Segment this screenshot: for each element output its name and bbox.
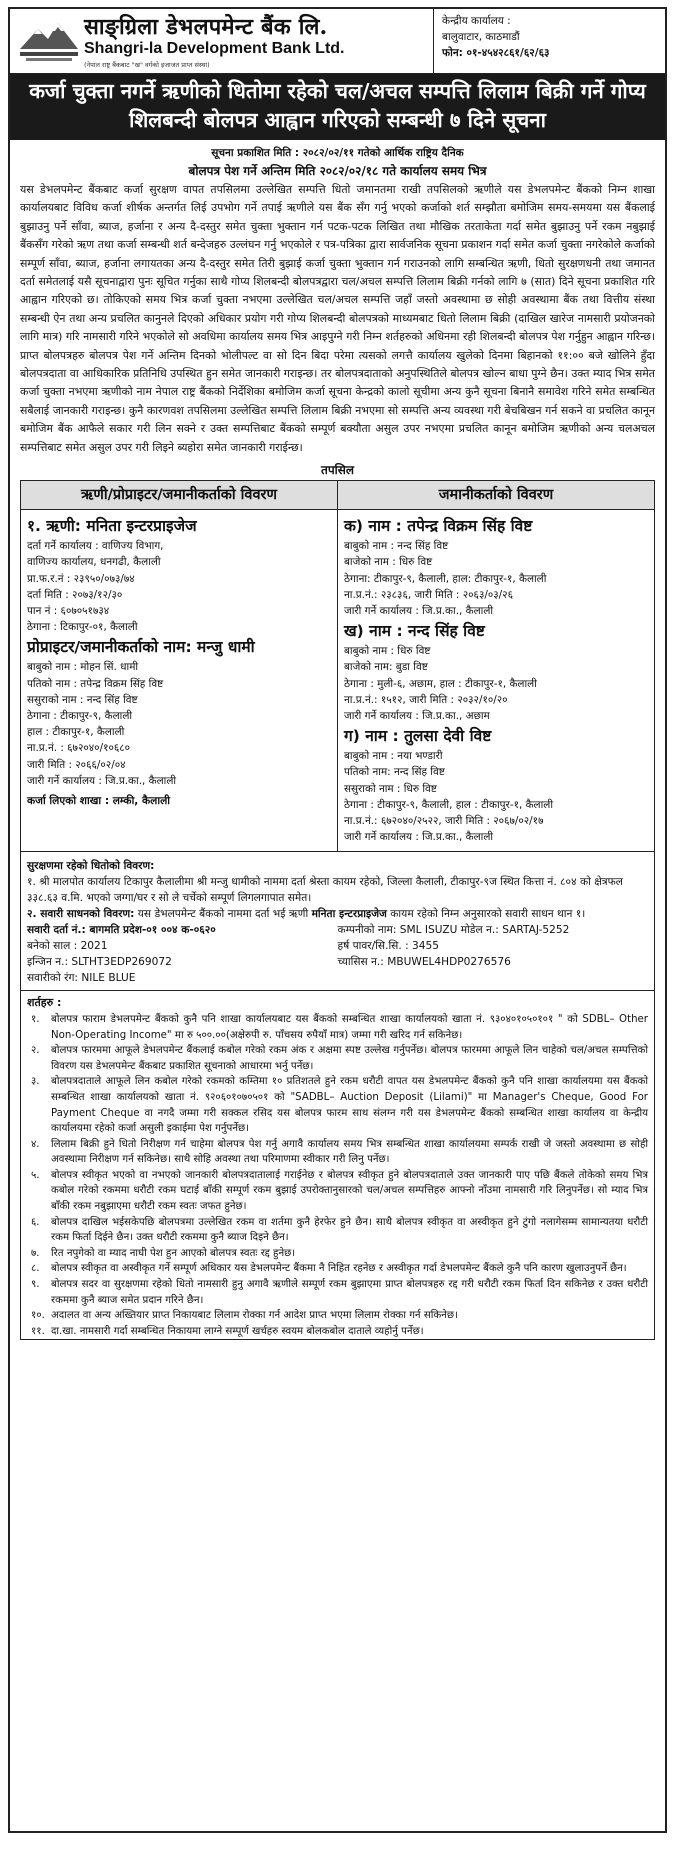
proprietor-detail: ना.प्र.नं. : ६७२०४०/१०६८०: [27, 742, 131, 755]
guarantor-detail: ना.प्र.नं.: ६७२०४०/२५२२, जारी मिति : २०६७/०२/१७: [344, 814, 544, 827]
term-number: ८.: [31, 1263, 40, 1275]
proprietor-detail: जारी मिति : २०६६/०२/०४: [27, 758, 126, 771]
bank-name-english: Shangri-la Development Bank Ltd.: [84, 40, 345, 57]
bank-logo-icon: [18, 15, 80, 65]
bank-tagline: (नेपाल राष्ट्र बैंकबाट "ख" वर्गको इजाजत प्राप्त संस्था): [84, 61, 210, 69]
notice-page: [8, 7, 667, 1833]
guarantor-name: ख) नाम : नन्द सिंह विष्ट: [344, 622, 485, 641]
vehicle-detail: च्यासिस न.: MBUWEL4HDP0276576: [337, 956, 511, 969]
notice-title: कर्जा चुक्ता नगर्ने ऋणीको धितोमा रहेको चल/अचल सम्पत्ति लिलाम बिक्री गर्ने गोप्य शिलबन्दी बोलपत्र आह्वान गरिएको सम्बन्धी ७ दिने सूचना: [10, 74, 665, 140]
office-label: केन्द्रीय कार्यालय :: [442, 15, 511, 27]
security-section: [21, 851, 654, 990]
term-item: [27, 1308, 648, 1324]
term-text: दा.खा. नामसारी गर्दा सम्बन्धित निकायमा लाग्ने सम्पूर्ण खर्चहरु स्वयम बोलकबोल दाताले व्यहोर्नु पर्नेछ।: [51, 1325, 424, 1337]
term-item: [27, 1261, 648, 1277]
term-number: ६.: [31, 1216, 40, 1228]
term-number: ३.: [31, 1076, 40, 1088]
vehicle-detail: सवारीको रंग: NILE BLUE: [27, 972, 136, 985]
guarantor-detail: ससुराको नाम : धिरु विष्ट: [344, 782, 437, 795]
schedule-heading: तपसिल: [320, 463, 354, 478]
guarantor-detail: पतिको नाम: नन्द सिंह विष्ट: [344, 766, 445, 779]
term-item: [27, 1324, 648, 1340]
vehicle-details-right: [338, 922, 649, 986]
guarantor-column: [338, 510, 654, 851]
term-number: ४.: [31, 1138, 40, 1150]
term-item: [27, 1043, 648, 1074]
guarantor-detail: ठेगाना : मुली-६, अछाम, हाल : टीकापुर-१, कैलाली: [344, 677, 537, 690]
term-text: अदालत वा अन्य अख्तियार प्राप्त निकायबाट लिलाम रोक्का गर्न आदेश प्राप्त भएमा लिलाम रोक्का गर्न सकिनेछ।: [51, 1310, 458, 1322]
vehicle-text: कायम रहेको निम्न अनुसारको सवारी साधन थान १।: [390, 908, 586, 921]
term-text: बोलपत्र फाराम डेभलपमेन्ट बैंकको कुनै पनि शाखा कार्यालयबाट यस बैंकको सम्बन्धित शाखा कार्यालयको खाता नं. ९३०४०१०५०१०१ " को SDBL– Other Non-Operating Income" मा रु ५००.००(अक्षेरुपी रु. पाँचसय रुपैयाँ मात्र) जम्मा गरी खरिद गर्न सकिनेछ।: [51, 1013, 648, 1041]
term-number: २.: [31, 1045, 40, 1057]
guarantor-detail: जारी गर्ने कार्यालय : जि.प्र.का., कैलाली: [344, 604, 494, 617]
term-number: १०.: [31, 1310, 45, 1322]
borrower-name: १. ऋणी: मनिता इन्टरप्राइजेज: [27, 517, 197, 536]
borrower-detail: वाणिज्य कार्यालय, धनगढी, कैलाली: [27, 556, 161, 569]
borrower-detail: दर्ता मिति : २०७३/१२/३०: [27, 588, 123, 601]
borrower-detail: दर्ता गर्ने कार्यालय : वाणिज्य विभाग,: [27, 540, 164, 553]
office-phone: फोन: ०१-४५४२८६१/६२/६३: [442, 47, 550, 59]
guarantor-detail: ना.प्र.नं.: १५१२, जारी मिति : २०३२/१०/२०: [344, 693, 508, 706]
vehicle-owner-firm: मनिता इन्टरप्राइजेज: [311, 908, 387, 921]
office-address: बालुवाटार, काठमाडौं: [442, 31, 520, 43]
terms-heading: शर्तहरु :: [27, 996, 62, 1010]
term-text: बोलपत्र फारममा आफूले डेभलपमेन्ट बैंकलाई कबोल गरेको रकम अंक र अक्षमा स्पष्ट उल्लेख गर्नुपर्नेछ। बोलपत्र फारममा आफूले लिन चाहेको चल/अचल सम्पत्तिको विवरण यस डेभलपमेन्ट बैंकबाट प्रकाशित सूचनाको आधारमा भर्नु पर्नेछ।: [51, 1045, 648, 1072]
bank-name-block: [84, 9, 433, 73]
vehicle-details-left: [27, 922, 338, 986]
term-item: [27, 1137, 648, 1168]
guarantor-detail: ठेगाना: टीकापुर-९, कैलाली, हाल: टीकापुर-१, कैलाली: [344, 572, 547, 585]
details-table: [20, 480, 655, 1340]
term-number: ७.: [31, 1247, 40, 1259]
guarantor-detail: बाजेको नाम : धिरु विष्ट: [344, 556, 433, 569]
term-item: [27, 1215, 648, 1246]
security-item-vehicle: [27, 906, 648, 922]
borrower-column-header: ऋणी/प्रोप्राइटर/जमानीकर्ताको विवरण: [21, 481, 338, 509]
term-item: [27, 1246, 648, 1262]
vehicle-details: [27, 922, 648, 986]
security-heading: सुरक्षणमा रहेको धितोको विवरण:: [27, 860, 155, 873]
guarantor-detail: जारी गर्ने कार्यालय : जि.प्र.का., कैलाली: [344, 831, 494, 844]
guarantor-detail: ठेगाना : टीकापुर-९, कैलाली, हाल : टीकापुर-१, कैलाली: [344, 798, 554, 811]
vehicle-reg-no: सवारी दर्ता नं.: बागमति प्रदेश-०१ ००४ क-०६२०: [27, 924, 216, 937]
guarantor-name: ग) नाम : तुलसा देवी विष्ट: [344, 727, 492, 746]
deadline-line: बोलपत्र पेश गर्ने अन्तिम मिति २०८२/०२/१८ गते कार्यालय समय भित्र: [188, 164, 487, 178]
guarantor-name: क) नाम : तपेन्द्र विक्रम सिंह विष्ट: [344, 517, 533, 536]
borrower-detail: ठेगाना : टिकापुर-०१, कैलाली: [27, 621, 138, 634]
bank-name-nepali: साङ्ग्रिला डेभलपमेन्ट बैंक लि.: [84, 14, 328, 40]
terms-section: [21, 990, 654, 1339]
head-office-block: [433, 9, 665, 73]
borrower-detail: पान नं : ६०७०५१७३४: [27, 604, 110, 617]
proprietor-detail: जारी गर्ने कार्यालय : जि.प्र.का., कैलाली: [27, 774, 177, 787]
security-item-land: १. श्री मालपोत कार्यालय टिकापुर कैलालीमा श्री मन्जु धामीको नाममा दर्ता श्रेस्ता कायम रहेको, जिल्ला कैलाली, टीकापुर-९ज स्थित कित्ता नं. ८०४ को क्षेत्रफल ३३८.६३ व.मि. भएको जग्गा/घर र सो ले चर्चेको सम्पूर्ण लिगलगापात समेत।: [27, 876, 623, 905]
table-header-row: [21, 481, 654, 510]
term-number: ९.: [31, 1279, 40, 1291]
header: [10, 9, 665, 74]
term-text: रित नपुगेको वा म्याद नाघी पेश हुन आएको बोलपत्र स्वतः रद्द हुनेछ।: [51, 1247, 296, 1259]
vehicle-detail: कम्पनीको नाम: SML ISUZU मोडेल न.: SARTAJ-5252: [337, 924, 570, 937]
term-text: बोलपत्र सदर वा सुरक्षणमा रहेको धितो नामसारी हुनु अगावै ऋणीले सम्पूर्ण रकम बुझाएमा प्राप्त बोलपत्रहरु रद्द गरी धरौटी रकम फिर्ता दिन सकिनेछ र उक्त धरौटी रकममा कुनै ब्याज समेत प्रदान गरिने छैन।: [51, 1279, 648, 1306]
vehicle-detail: हर्ष पावर/सि.सि. : 3455: [337, 940, 439, 953]
term-number: ११.: [31, 1325, 45, 1337]
guarantor-detail: बाबुको नाम : नया भण्डारी: [344, 750, 443, 763]
guarantor-detail: ना.प्र.नं.: २३८३६, जारी मिति : २०६३/०३/२६: [344, 588, 513, 601]
guarantor-detail: बाजेको नाम: बुडा विष्ट: [344, 661, 428, 674]
proprietor-detail: हाल : टीकापुर-१, कैलाली: [27, 726, 125, 739]
guarantor-detail: बाबुको नाम : नन्द सिंह विष्ट: [344, 540, 449, 553]
term-text: बोलपत्र स्वीकृत वा अस्वीकृत गर्ने सम्पूर्ण अधिकार यस डेभलपमेन्ट बैंकमा नै निहित रहनेछ र अस्वीकृत गर्दा डेभलपमेन्ट बैंकले कुनै पनि कारण खुलाउनुपर्ने छैन।: [51, 1263, 627, 1275]
term-text: लिलाम बिक्री हुने धितो निरीक्षण गर्न चाहेमा बोलपत्र पेश गर्नु अगावै कार्यालय समय भित्र सम्बन्धित शाखा कार्यालयमा सम्पर्क राखी जे जस्तो अवस्थामा छ सोही अवस्थामा निरीक्षण गर्न सकिनेछ। साथै सोहि अवस्था तथा परिमाणमा स्वीकार गरी लिनु पर्नेछ।: [51, 1138, 648, 1166]
guarantor-column-header: जमानीकर्ताको विवरण: [438, 487, 554, 504]
term-item: [27, 1074, 648, 1136]
borrower-column: [21, 510, 338, 851]
term-text: बोलपत्रदाताले आफूले लिन कबोल गरेको रकमको कम्तिमा १० प्रतिशतले हुने रकम धरौटी वापत यस डेभलपमेन्ट बैंकको कुनै पनि शाखा कार्यालयमा यस बैंकको सम्बन्धित शाखा कार्यालयको खाता नं. ९२०६०१०७०५०१ को "SADBL– Auction Deposit (Lilami)" मा Manager's Cheque, Good For Payment Cheque वा नगदै जम्मा गरी सक्कल रसिद यस बोलपत्र फारम साथ संलग्न गरी यस डेभलपमेन्ट बैंकको सम्बन्धित शाखा कार्यालय वा केन्द्रीय कार्यालयमा रहेको कर्जा असुली इकाईमा पेश गर्नुपर्नेछ।: [51, 1076, 648, 1135]
vehicle-label: २. सवारी साधनको विवरण:: [27, 908, 135, 921]
notice-body-text: यस डेभलपमेन्ट बैंकबाट कर्जा सुरक्षण वापत तपसिलमा उल्लेखित सम्पत्ति धितो जमानतमा राखी तपसिलको ऋणीले यस डेभलपमेन्ट बैंकको निम्न शाखा कार्यालयबाट विविध कर्जा शीर्षक अन्तर्गत लिई उपभोग गर्ने तपाई ऋणीले यस बैंक सँग गर्नु भएको कर्जाको शर्त सम्झौता बमोजिम समय-समयमा यस बैंकलाई बुझाउनु पर्ने साँवा, ब्याज, हर्जाना र अन्य दै-दस्तुर समेत चुक्ता भुक्तान गर्न पटक-पटक लिखित तथा मौखिक तरताकेता गर्दा समेत बुझाउनु पर्ने रकम नबुझाई बैंकसँग गरेको ऋण तथा कर्जा सम्बन्धी शर्त बन्देजहरु उल्लंघन गर्नु भएकोले र पत्र-पत्रिका द्वारा सार्वजनिक सूचना प्रकाशन गर्दा समेत कर्जा चुक्ता नगरेकोले कर्जाको सम्पूर्ण साँवा, ब्याज, हर्जाना लगायतका अन्य दै-दस्तुर समेत तिरी बुझाई कर्जा चुक्ता भुक्तान गर्न गराउनको लागि सम्बन्धित ऋणी, धितो सुरक्षणधनी तथा जमानत दर्ता समेतलाई यसै सूचनाद्वारा पुनः सूचित गर्नुका साथै गोप्य शिलबन्दी बोलपत्रद्वारा चल/अचल सम्पत्ति लिलाम बिक्री गर्नको लागि ७ (सात) दिने सूचना प्रकाशित गरि आह्वान गरिएको छ। तोकिएको समय भित्र कर्जा चुक्ता नभएमा उल्लेखित चल/अचल सम्पत्ति जहाँ जस्तो अवस्थामा छ सोही अवस्थामा बैंक तथा वित्तीय संस्था सम्बन्धी ऐन तथा अन्य प्रचलित कानुनले दिएको अधिकार प्रयोग गरी गोप्य शिलबन्दी बोलपत्रको माध्यमबाट धितो लिलाम बिक्री (दाखिल खारेज नामसारी प्रयोजनको लागि मात्र) गरि नामसारी गरिने भएकोले सो अवधिमा कार्यालय समय भित्र आइपुग्ने गरी निम्न शर्तहरुको अधिनमा रही शिलबन्दी बोलपत्र पेश गर्नुहुन आह्वान गरिन्छ। प्राप्त बोलपत्रहरु बोलपत्र पेश गर्ने अन्तिम दिनको भोलीपल्ट वा सो दिन बिदा परेमा त्यसको लगत्तै कार्यालय खुलेको दिनमा बिहानको ११:०० बजे खोलिने हुँदा बोलपत्रदाता वा आधिकारिक प्रतिनिधि उपस्थित हुन समेत जानकारी गराइन्छ। तर बोलपत्रदाताको अनुपस्थितिले बोलपत्र खोल्न बाधा पुग्ने छैन। उक्त म्याद भित्र समेत कर्जा चुक्ता नभएमा ऋणीको नाम नेपाल राष्ट्र बैंकको निर्देशिका बमोजिम कर्जा सूचना केन्द्रको कालो सूचीमा अन्य कुनै सूचना बिनानै समावेश गरिने समेत सम्बन्धित सबैलाई जानकारी गराइन्छ। कुनै कारणवश तपसिलमा उल्लेखित सम्पत्ति लिलाम बिक्री नभएमा सो सम्पत्ति अन्य व्यवस्था गरी बेचबिखन गर्न सकने वा प्रचलित कानून बमोजिम बैंक आफैले सकार गरी लिन सक्ने र उक्त सम्पत्तिबाट बैंकको सम्पूर्ण बक्यौता असुल उपर नभएमा प्रचलित कानून बमोजिम ऋणीको अन्य चलअचल सम्पत्तिबाट समेत असुल उपर गरी लिइने ब्यहोरा समेत जानकारी गराईन्छ।: [20, 183, 655, 454]
term-text: बोलपत्र दाखिल भईसकेपछि बोलपत्रमा उल्लेखित रकम वा शर्तमा कुनै हेरफेर हुने छैन। साथै बोलपत्र स्वीकृत वा अस्वीकृत हुने टुंगो नलागेसम्म सामान्यतया धरौटी रकम फिर्ता दिईने छैन। उक्त धरौटी रकममा कुनै ब्याज दिइने छैन।: [51, 1216, 648, 1244]
borrower-detail: प्रा.फ.र.नं : २३९५०/०७३/७४: [27, 572, 135, 585]
guarantor-detail: बाबुको नाम : धिरु विष्ट: [344, 645, 431, 658]
proprietor-detail: ठेगाना : टीकापुर-९, कैलाली: [27, 709, 133, 722]
term-item: [27, 1277, 648, 1308]
proprietor-detail: बाबुको नाम : मोहन सिं. धामी: [27, 661, 139, 674]
term-number: १.: [31, 1013, 40, 1025]
table-body-row: [21, 510, 654, 851]
proprietor-detail: ससुराको नाम : नन्द सिंह विष्ट: [27, 693, 138, 706]
term-text: बोलपत्र स्वीकृत भएको वा नभएको जानकारी बोलपत्रदातालाई गराईनेछ र बोलपत्र स्वीकृत हुने बोलपत्रदाताले उक्त जानकारी पाए पछि बैंकले तोकेको समय भित्र कबोल गरेको रकममा धरौटी रकम घटाई बाँकी सम्पूर्ण रकम बुझाई उपरोक्तानुसारको चल/अचल सम्पत्तिहरु आफ्नो नाँउमा नामसारी गरि लिनुपर्नेछ। सो म्याद भित्र बाँकी रकम नबुझाएमा धरौटी रकम स्वतः जफत हुनेछ।: [51, 1169, 648, 1213]
term-item: [27, 1168, 648, 1215]
term-item: [27, 1012, 648, 1043]
loan-branch: कर्जा लिएको शाखा : लम्की, कैलाली: [27, 794, 171, 807]
proprietor-detail: पतिको नाम : तपेन्द्र विक्रम सिंह विष्ट: [27, 677, 164, 690]
proprietor-name: प्रोप्राइटर/जमानीकर्ताको नाम: मन्जु धामी: [27, 638, 255, 657]
vehicle-detail: इन्जिन न.: SLTHT3EDP269072: [27, 956, 172, 969]
publication-date-line: सूचना प्रकाशित मिति : २०८२/०२/११ गतेको आर्थिक राष्ट्रिय दैनिक: [211, 147, 464, 159]
guarantor-detail: जारी गर्ने कार्यालय : जि.प्र.का., अछाम: [344, 709, 490, 722]
vehicle-text: यस डेभलपमेन्ट बैंकको नाममा दर्ता भई ऋणी: [137, 908, 309, 921]
term-number: ५.: [31, 1169, 40, 1181]
vehicle-detail: बनेको साल : 2021: [27, 940, 108, 953]
